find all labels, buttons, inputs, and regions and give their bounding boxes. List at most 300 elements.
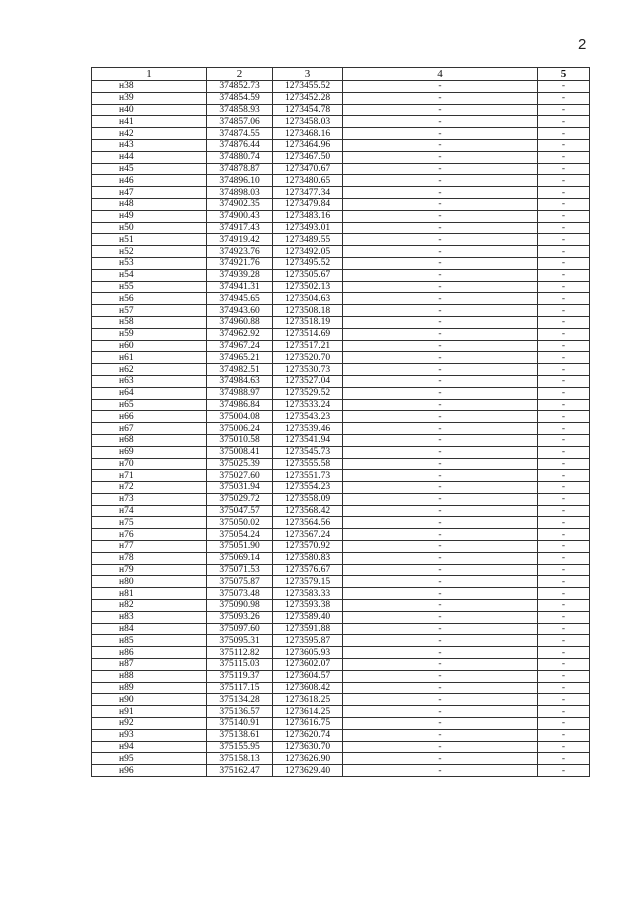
point-id-cell: н48 [92,198,207,210]
column-4-cell: - [343,493,538,505]
point-id-cell: н72 [92,482,207,494]
y-coordinate-cell: 1273477.34 [273,187,343,199]
column-4-cell: - [343,564,538,576]
y-coordinate-cell: 1273630.70 [273,741,343,753]
column-5-cell: - [538,493,590,505]
y-coordinate-cell: 1273554.23 [273,482,343,494]
x-coordinate-cell: 375029.72 [207,493,273,505]
column-5-cell: - [538,670,590,682]
column-5-cell: - [538,234,590,246]
table-row [92,458,590,470]
y-coordinate-cell: 1273458.03 [273,116,343,128]
point-id-cell: н52 [92,246,207,258]
column-4-cell: - [343,187,538,199]
x-coordinate-cell: 375027.60 [207,470,273,482]
table-row [92,92,590,104]
point-id-cell: н57 [92,305,207,317]
x-coordinate-cell: 374945.65 [207,293,273,305]
point-id-cell: н44 [92,151,207,163]
y-coordinate-cell: 1273492.05 [273,246,343,258]
point-id-cell: н63 [92,375,207,387]
x-coordinate-cell: 375155.95 [207,741,273,753]
x-coordinate-cell: 375051.90 [207,541,273,553]
point-id-cell: н89 [92,682,207,694]
table-row [92,375,590,387]
x-coordinate-cell: 375112.82 [207,647,273,659]
table-row [92,517,590,529]
x-coordinate-cell: 374988.97 [207,387,273,399]
point-id-cell: н96 [92,765,207,777]
column-4-cell: - [343,611,538,623]
point-id-cell: н70 [92,458,207,470]
y-coordinate-cell: 1273508.18 [273,305,343,317]
column-5-cell: - [538,635,590,647]
x-coordinate-cell: 375075.87 [207,576,273,588]
x-coordinate-cell: 375093.26 [207,611,273,623]
column-4-cell: - [343,175,538,187]
column-4-cell: - [343,269,538,281]
y-coordinate-cell: 1273493.01 [273,222,343,234]
column-4-cell: - [343,517,538,529]
x-coordinate-cell: 374852.73 [207,81,273,93]
header-col-1: 1 [92,68,207,81]
column-4-cell: - [343,305,538,317]
table-row [92,482,590,494]
column-4-cell: - [343,647,538,659]
column-4-cell: - [343,741,538,753]
column-5-cell: - [538,175,590,187]
x-coordinate-cell: 375069.14 [207,552,273,564]
y-coordinate-cell: 1273629.40 [273,765,343,777]
column-4-cell: - [343,210,538,222]
column-5-cell: - [538,293,590,305]
x-coordinate-cell: 375140.91 [207,718,273,730]
x-coordinate-cell: 375031.94 [207,482,273,494]
point-id-cell: н78 [92,552,207,564]
column-4-cell: - [343,458,538,470]
column-5-cell: - [538,470,590,482]
table-row [92,423,590,435]
table-row [92,505,590,517]
x-coordinate-cell: 374919.42 [207,234,273,246]
column-4-cell: - [343,198,538,210]
column-5-cell: - [538,600,590,612]
table-row [92,387,590,399]
column-4-cell: - [343,163,538,175]
column-5-cell: - [538,116,590,128]
column-4-cell: - [343,765,538,777]
y-coordinate-cell: 1273479.84 [273,198,343,210]
point-id-cell: н50 [92,222,207,234]
table-row [92,446,590,458]
header-col-4: 4 [343,68,538,81]
column-4-cell: - [343,694,538,706]
point-id-cell: н83 [92,611,207,623]
y-coordinate-cell: 1273543.23 [273,411,343,423]
column-5-cell: - [538,104,590,116]
column-5-cell: - [538,210,590,222]
x-coordinate-cell: 375006.24 [207,423,273,435]
x-coordinate-cell: 375004.08 [207,411,273,423]
column-4-cell: - [343,670,538,682]
x-coordinate-cell: 374880.74 [207,151,273,163]
header-col-2: 2 [207,68,273,81]
x-coordinate-cell: 375119.37 [207,670,273,682]
point-id-cell: н75 [92,517,207,529]
column-4-cell: - [343,92,538,104]
x-coordinate-cell: 375073.48 [207,588,273,600]
column-5-cell: - [538,387,590,399]
column-5-cell: - [538,423,590,435]
x-coordinate-cell: 374982.51 [207,364,273,376]
column-5-cell: - [538,517,590,529]
column-4-cell: - [343,387,538,399]
table-row [92,753,590,765]
table-row [92,305,590,317]
point-id-cell: н65 [92,399,207,411]
column-4-cell: - [343,434,538,446]
point-id-cell: н58 [92,316,207,328]
x-coordinate-cell: 374939.28 [207,269,273,281]
x-coordinate-cell: 374902.35 [207,198,273,210]
column-5-cell: - [538,352,590,364]
y-coordinate-cell: 1273468.16 [273,128,343,140]
table-row [92,682,590,694]
column-5-cell: - [538,340,590,352]
column-4-cell: - [343,529,538,541]
y-coordinate-cell: 1273502.13 [273,281,343,293]
column-5-cell: - [538,458,590,470]
column-5-cell: - [538,564,590,576]
y-coordinate-cell: 1273614.25 [273,706,343,718]
y-coordinate-cell: 1273464.96 [273,139,343,151]
y-coordinate-cell: 1273545.73 [273,446,343,458]
x-coordinate-cell: 374857.06 [207,116,273,128]
point-id-cell: н81 [92,588,207,600]
point-id-cell: н93 [92,729,207,741]
y-coordinate-cell: 1273527.04 [273,375,343,387]
column-4-cell: - [343,682,538,694]
table-row [92,352,590,364]
y-coordinate-cell: 1273555.58 [273,458,343,470]
column-5-cell: - [538,611,590,623]
column-4-cell: - [343,293,538,305]
y-coordinate-cell: 1273589.40 [273,611,343,623]
table-row [92,104,590,116]
y-coordinate-cell: 1273454.78 [273,104,343,116]
y-coordinate-cell: 1273495.52 [273,257,343,269]
x-coordinate-cell: 375050.02 [207,517,273,529]
column-4-cell: - [343,541,538,553]
point-id-cell: н42 [92,128,207,140]
column-5-cell: - [538,163,590,175]
table-row [92,316,590,328]
column-4-cell: - [343,659,538,671]
table-row [92,588,590,600]
y-coordinate-cell: 1273576.67 [273,564,343,576]
table-row [92,234,590,246]
table-row [92,128,590,140]
column-5-cell: - [538,446,590,458]
y-coordinate-cell: 1273580.83 [273,552,343,564]
table-row [92,600,590,612]
x-coordinate-cell: 375158.13 [207,753,273,765]
point-id-cell: н94 [92,741,207,753]
table-row [92,399,590,411]
table-row [92,718,590,730]
column-4-cell: - [343,482,538,494]
column-4-cell: - [343,234,538,246]
point-id-cell: н49 [92,210,207,222]
x-coordinate-cell: 374960.88 [207,316,273,328]
y-coordinate-cell: 1273505.67 [273,269,343,281]
x-coordinate-cell: 375095.31 [207,635,273,647]
point-id-cell: н55 [92,281,207,293]
point-id-cell: н43 [92,139,207,151]
point-id-cell: н40 [92,104,207,116]
x-coordinate-cell: 375134.28 [207,694,273,706]
point-id-cell: н76 [92,529,207,541]
table-row [92,729,590,741]
x-coordinate-cell: 375010.58 [207,434,273,446]
x-coordinate-cell: 375138.61 [207,729,273,741]
table-row [92,434,590,446]
y-coordinate-cell: 1273558.09 [273,493,343,505]
x-coordinate-cell: 375162.47 [207,765,273,777]
x-coordinate-cell: 374854.59 [207,92,273,104]
column-4-cell: - [343,81,538,93]
x-coordinate-cell: 374876.44 [207,139,273,151]
column-4-cell: - [343,281,538,293]
page-number: 2 [578,36,587,53]
column-5-cell: - [538,552,590,564]
table-row [92,175,590,187]
x-coordinate-cell: 374984.63 [207,375,273,387]
table-row [92,694,590,706]
point-id-cell: н64 [92,387,207,399]
column-5-cell: - [538,682,590,694]
table-body [92,81,590,777]
y-coordinate-cell: 1273626.90 [273,753,343,765]
column-4-cell: - [343,623,538,635]
y-coordinate-cell: 1273579.15 [273,576,343,588]
point-id-cell: н47 [92,187,207,199]
y-coordinate-cell: 1273608.42 [273,682,343,694]
y-coordinate-cell: 1273593.38 [273,600,343,612]
table-row [92,411,590,423]
y-coordinate-cell: 1273595.87 [273,635,343,647]
y-coordinate-cell: 1273483.16 [273,210,343,222]
column-4-cell: - [343,316,538,328]
point-id-cell: н77 [92,541,207,553]
point-id-cell: н74 [92,505,207,517]
column-5-cell: - [538,753,590,765]
point-id-cell: н56 [92,293,207,305]
point-id-cell: н62 [92,364,207,376]
table-row [92,493,590,505]
table-row [92,670,590,682]
y-coordinate-cell: 1273620.74 [273,729,343,741]
column-5-cell: - [538,529,590,541]
point-id-cell: н53 [92,257,207,269]
column-5-cell: - [538,588,590,600]
column-5-cell: - [538,729,590,741]
table-row [92,340,590,352]
point-id-cell: н51 [92,234,207,246]
column-5-cell: - [538,505,590,517]
table-row [92,81,590,93]
column-4-cell: - [343,635,538,647]
y-coordinate-cell: 1273504.63 [273,293,343,305]
column-4-cell: - [343,753,538,765]
column-5-cell: - [538,128,590,140]
point-id-cell: н71 [92,470,207,482]
table-row [92,647,590,659]
column-4-cell: - [343,576,538,588]
point-id-cell: н54 [92,269,207,281]
point-id-cell: н41 [92,116,207,128]
column-4-cell: - [343,729,538,741]
y-coordinate-cell: 1273604.57 [273,670,343,682]
column-5-cell: - [538,375,590,387]
y-coordinate-cell: 1273539.46 [273,423,343,435]
column-5-cell: - [538,246,590,258]
table-row [92,222,590,234]
point-id-cell: н61 [92,352,207,364]
coordinates-table [91,67,590,777]
column-5-cell: - [538,541,590,553]
y-coordinate-cell: 1273480.65 [273,175,343,187]
table-row [92,623,590,635]
table-row [92,741,590,753]
table-row [92,576,590,588]
column-5-cell: - [538,364,590,376]
column-5-cell: - [538,399,590,411]
point-id-cell: н88 [92,670,207,682]
point-id-cell: н85 [92,635,207,647]
column-4-cell: - [343,364,538,376]
x-coordinate-cell: 374921.76 [207,257,273,269]
table-row [92,541,590,553]
point-id-cell: н38 [92,81,207,93]
point-id-cell: н80 [92,576,207,588]
point-id-cell: н66 [92,411,207,423]
point-id-cell: н91 [92,706,207,718]
column-5-cell: - [538,92,590,104]
column-5-cell: - [538,257,590,269]
point-id-cell: н90 [92,694,207,706]
column-4-cell: - [343,505,538,517]
column-5-cell: - [538,482,590,494]
y-coordinate-cell: 1273514.69 [273,328,343,340]
column-5-cell: - [538,81,590,93]
x-coordinate-cell: 375115.03 [207,659,273,671]
column-4-cell: - [343,340,538,352]
x-coordinate-cell: 375047.57 [207,505,273,517]
column-5-cell: - [538,576,590,588]
x-coordinate-cell: 374967.24 [207,340,273,352]
y-coordinate-cell: 1273567.24 [273,529,343,541]
y-coordinate-cell: 1273529.52 [273,387,343,399]
point-id-cell: н39 [92,92,207,104]
point-id-cell: н79 [92,564,207,576]
table-row [92,198,590,210]
x-coordinate-cell: 375054.24 [207,529,273,541]
x-coordinate-cell: 374858.93 [207,104,273,116]
table-row [92,116,590,128]
x-coordinate-cell: 374874.55 [207,128,273,140]
column-5-cell: - [538,659,590,671]
y-coordinate-cell: 1273452.28 [273,92,343,104]
table-row [92,246,590,258]
x-coordinate-cell: 375117.15 [207,682,273,694]
table-row [92,151,590,163]
table-row [92,529,590,541]
table-row [92,163,590,175]
column-5-cell: - [538,222,590,234]
x-coordinate-cell: 374965.21 [207,352,273,364]
x-coordinate-cell: 374896.10 [207,175,273,187]
column-5-cell: - [538,706,590,718]
y-coordinate-cell: 1273533.24 [273,399,343,411]
y-coordinate-cell: 1273517.21 [273,340,343,352]
y-coordinate-cell: 1273570.92 [273,541,343,553]
column-4-cell: - [343,139,538,151]
x-coordinate-cell: 374900.43 [207,210,273,222]
x-coordinate-cell: 375025.39 [207,458,273,470]
table-row [92,269,590,281]
column-4-cell: - [343,600,538,612]
column-5-cell: - [538,647,590,659]
column-4-cell: - [343,352,538,364]
y-coordinate-cell: 1273518.19 [273,316,343,328]
column-5-cell: - [538,281,590,293]
table-row [92,257,590,269]
point-id-cell: н87 [92,659,207,671]
table-row [92,328,590,340]
table-row [92,564,590,576]
column-5-cell: - [538,718,590,730]
point-id-cell: н59 [92,328,207,340]
column-4-cell: - [343,151,538,163]
y-coordinate-cell: 1273455.52 [273,81,343,93]
column-4-cell: - [343,246,538,258]
table-row [92,281,590,293]
point-id-cell: н95 [92,753,207,765]
table-row [92,611,590,623]
y-coordinate-cell: 1273616.75 [273,718,343,730]
column-4-cell: - [343,116,538,128]
y-coordinate-cell: 1273591.88 [273,623,343,635]
column-4-cell: - [343,375,538,387]
table-row [92,470,590,482]
column-5-cell: - [538,139,590,151]
column-4-cell: - [343,718,538,730]
x-coordinate-cell: 374898.03 [207,187,273,199]
table-row [92,552,590,564]
column-5-cell: - [538,694,590,706]
column-5-cell: - [538,198,590,210]
y-coordinate-cell: 1273520.70 [273,352,343,364]
x-coordinate-cell: 374943.60 [207,305,273,317]
point-id-cell: н69 [92,446,207,458]
y-coordinate-cell: 1273583.33 [273,588,343,600]
column-5-cell: - [538,623,590,635]
y-coordinate-cell: 1273470.67 [273,163,343,175]
y-coordinate-cell: 1273467.50 [273,151,343,163]
column-5-cell: - [538,151,590,163]
y-coordinate-cell: 1273541.94 [273,434,343,446]
